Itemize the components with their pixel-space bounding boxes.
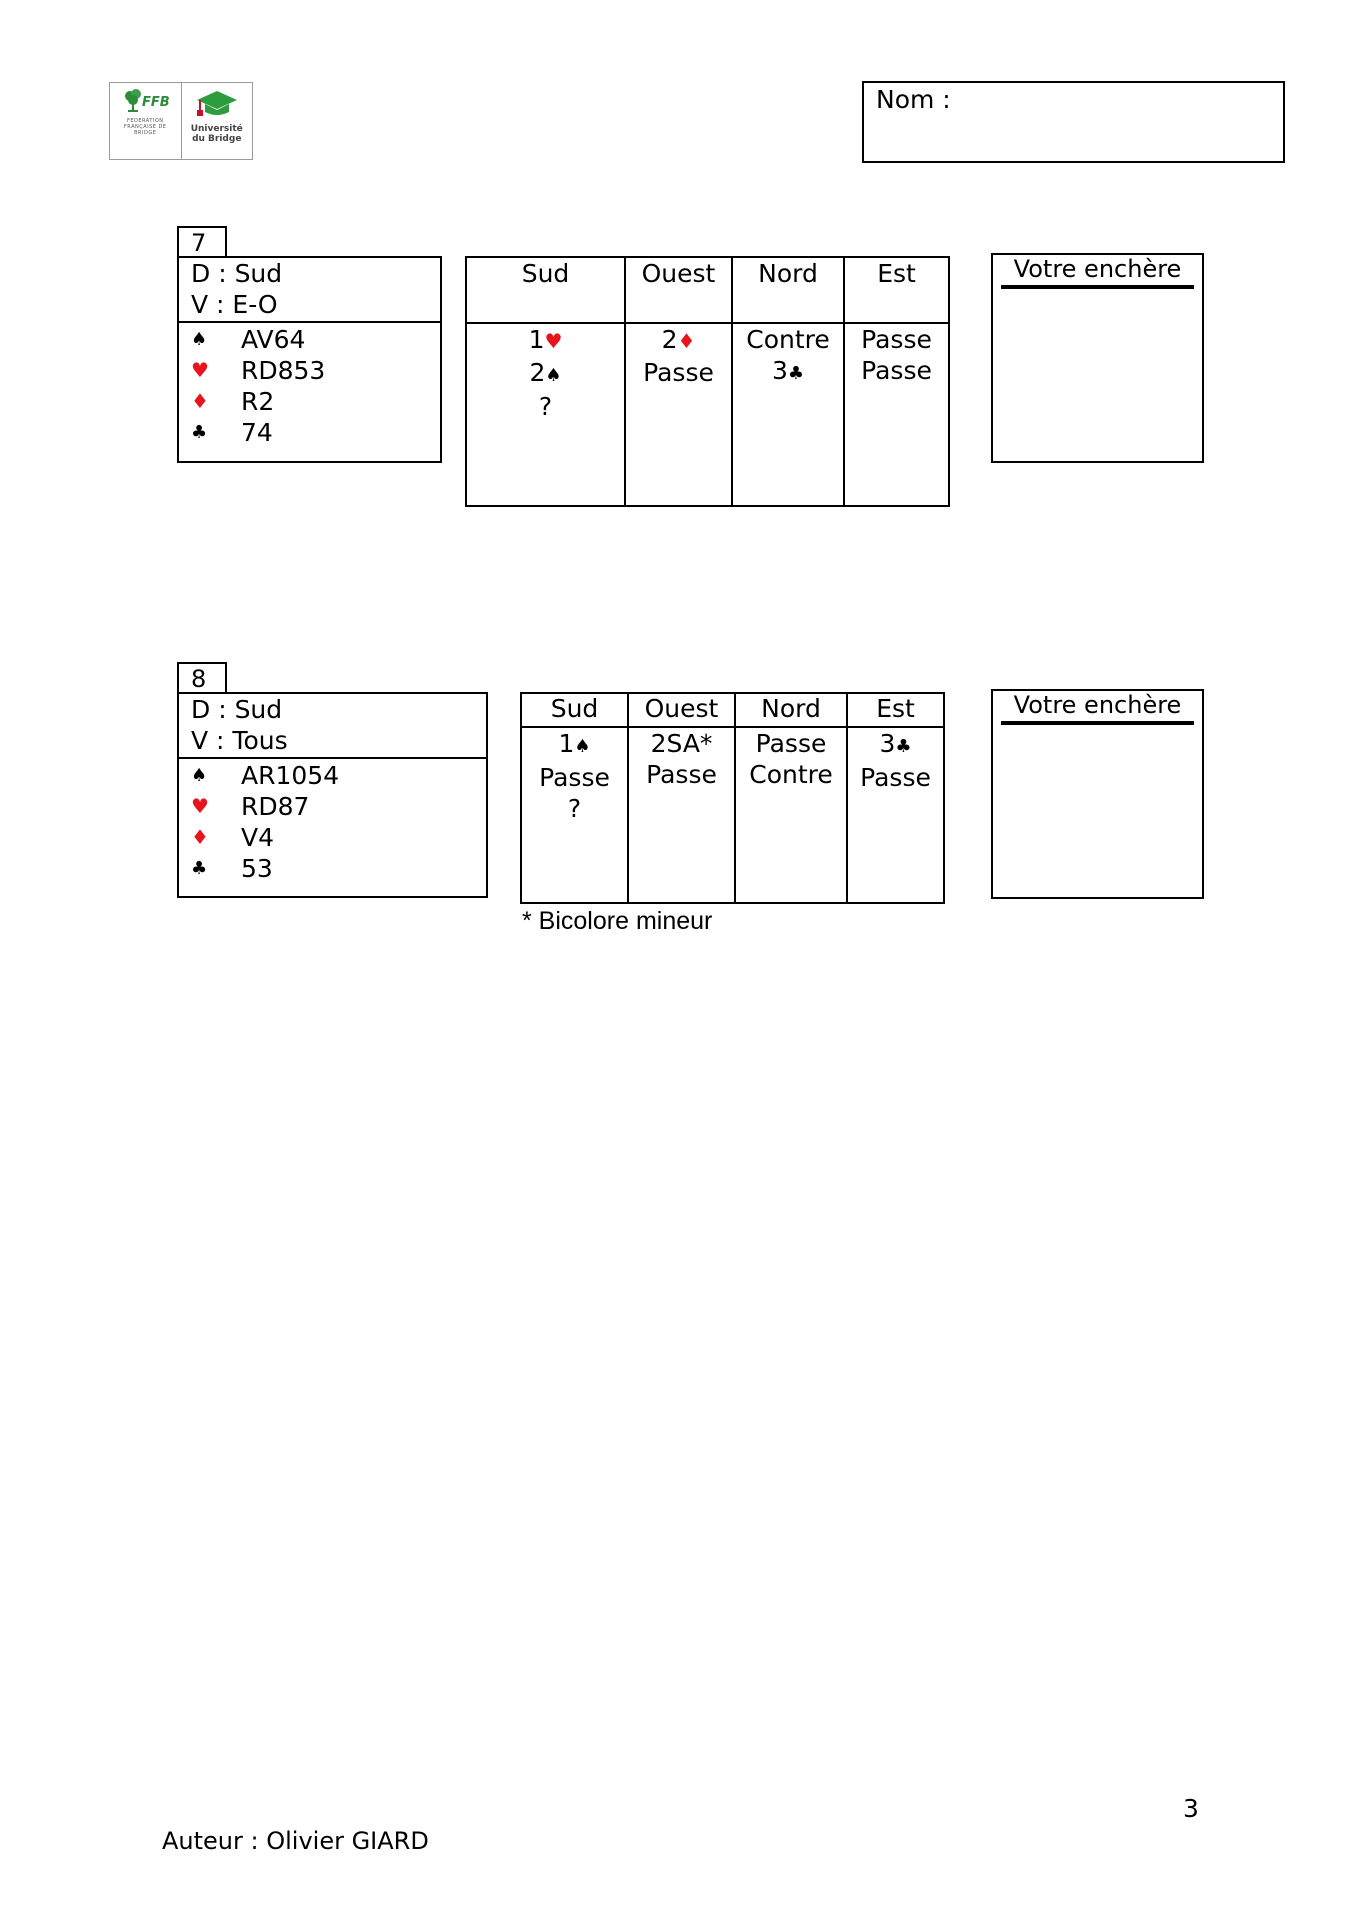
- hand-box: [177, 692, 488, 898]
- spade-cards: AV64: [241, 325, 306, 354]
- name-field[interactable]: [862, 81, 1285, 163]
- graduation-cap-icon: [192, 88, 242, 122]
- bid-column-sud: [467, 258, 624, 505]
- votre-enchere-underline: [1001, 721, 1194, 725]
- vulnerability: V : E-O: [191, 290, 278, 319]
- bid-cell: 3♣: [879, 729, 912, 758]
- bid-cell: ?: [567, 794, 582, 823]
- suit-row-spades: [191, 324, 440, 355]
- spade-icon: ♠: [545, 365, 562, 386]
- bid-cells-est: [845, 324, 948, 386]
- bid-header-sud: Sud: [467, 258, 624, 324]
- bid-cells-nord: [736, 728, 846, 790]
- dealer: D : Sud: [191, 259, 283, 288]
- bid-cell: ?: [538, 392, 553, 421]
- suit-row-diamonds: [191, 386, 440, 417]
- suit-row-hearts: [191, 791, 486, 822]
- spade-icon: ♠: [191, 765, 208, 786]
- votre-enchere-box[interactable]: [991, 253, 1204, 463]
- bid-cell: Passe: [861, 325, 932, 354]
- bid-column-est: [843, 258, 948, 505]
- bid-column-nord: [734, 694, 846, 902]
- diamond-icon: ♦: [191, 825, 209, 849]
- bid-cell: Passe: [860, 763, 931, 792]
- bid-cell: Passe: [861, 356, 932, 385]
- club-cards: 53: [241, 854, 273, 883]
- votre-enchere-underline: [1001, 285, 1194, 289]
- bid-cells-sud: [467, 324, 624, 422]
- suit-row-spades: [191, 760, 486, 791]
- diamond-icon: ♦: [677, 329, 696, 353]
- bid-cell: Contre: [746, 325, 830, 354]
- heart-icon: ♥: [191, 358, 209, 382]
- heart-cards: RD87: [241, 792, 310, 821]
- heart-icon: ♥: [544, 329, 563, 353]
- bid-cells-sud: [522, 728, 627, 824]
- bid-cell: Passe: [539, 763, 610, 792]
- ffb-small-text: FEDERATION FRANÇAISE DE BRIDGE: [123, 118, 167, 136]
- bid-column-nord: [731, 258, 843, 505]
- spade-cards: AR1054: [241, 761, 340, 790]
- club-cards: 74: [241, 418, 273, 447]
- hand-box: [177, 256, 442, 463]
- tree-icon: [120, 88, 170, 116]
- board-number: 7: [177, 226, 227, 258]
- bidding-table: [465, 256, 950, 507]
- diamond-icon: ♦: [191, 389, 209, 413]
- votre-enchere-title: Votre enchère: [1013, 691, 1182, 719]
- bid-header-sud: Sud: [522, 694, 627, 728]
- diamond-cards: R2: [241, 387, 275, 416]
- bid-column-sud: [522, 694, 627, 902]
- heart-icon: ♥: [191, 794, 209, 818]
- club-icon: ♣: [787, 363, 805, 384]
- bid-column-est: [846, 694, 943, 902]
- club-icon: ♣: [895, 736, 912, 757]
- heart-cards: RD853: [241, 356, 326, 385]
- svg-text:FFB: FFB: [142, 95, 170, 110]
- suit-row-clubs: [191, 417, 440, 448]
- hand-suits: [179, 759, 486, 884]
- bid-header-nord: Nord: [736, 694, 846, 728]
- spade-icon: ♠: [574, 736, 591, 757]
- board-number: 8: [177, 662, 227, 694]
- bid-cell: 1♠: [558, 729, 591, 758]
- bid-cell: 3♣: [771, 356, 805, 385]
- univ-logo-right: [181, 83, 253, 159]
- club-icon: ♣: [191, 422, 208, 443]
- bid-cell: Passe: [643, 358, 714, 387]
- bid-cells-nord: [733, 324, 843, 389]
- bid-cell: 2♠: [529, 358, 562, 387]
- ffb-logo: [109, 82, 253, 160]
- suit-row-hearts: [191, 355, 440, 386]
- bid-cell: 1♥: [528, 325, 563, 354]
- votre-enchere-box[interactable]: [991, 689, 1204, 899]
- suit-row-clubs: [191, 853, 486, 884]
- bid-header-ouest: Ouest: [629, 694, 734, 728]
- bid-cells-est: [848, 728, 943, 793]
- bid-header-ouest: Ouest: [626, 258, 731, 324]
- spade-icon: ♠: [191, 329, 208, 350]
- bid-cell: 2SA*: [650, 729, 713, 758]
- univ-text: Université du Bridge: [190, 124, 243, 144]
- votre-enchere-title: Votre enchère: [1013, 255, 1182, 283]
- vulnerability: V : Tous: [191, 726, 288, 755]
- suit-row-diamonds: [191, 822, 486, 853]
- bid-cells-ouest: [629, 728, 734, 790]
- hand-header: [179, 258, 440, 323]
- diamond-cards: V4: [241, 823, 275, 852]
- hand-header: [179, 694, 486, 759]
- author: Auteur : Olivier GIARD: [162, 1827, 429, 1855]
- bidding-table: [520, 692, 945, 904]
- bid-header-est: Est: [845, 258, 948, 324]
- footnote: * Bicolore mineur: [522, 907, 713, 935]
- hand-suits: [179, 323, 440, 448]
- bid-cell: 2♦: [661, 325, 696, 354]
- dealer: D : Sud: [191, 695, 283, 724]
- bid-column-ouest: [624, 258, 731, 505]
- name-label: Nom :: [876, 85, 951, 114]
- bid-cells-ouest: [626, 324, 731, 388]
- bid-header-est: Est: [848, 694, 943, 728]
- page-number: 3: [1183, 1794, 1199, 1823]
- bid-cell: Passe: [646, 760, 717, 789]
- ffb-logo-left: [110, 83, 181, 159]
- bid-column-ouest: [627, 694, 734, 902]
- bid-cell: Contre: [749, 760, 833, 789]
- bid-header-nord: Nord: [733, 258, 843, 324]
- club-icon: ♣: [191, 858, 208, 879]
- bid-cell: Passe: [755, 729, 827, 758]
